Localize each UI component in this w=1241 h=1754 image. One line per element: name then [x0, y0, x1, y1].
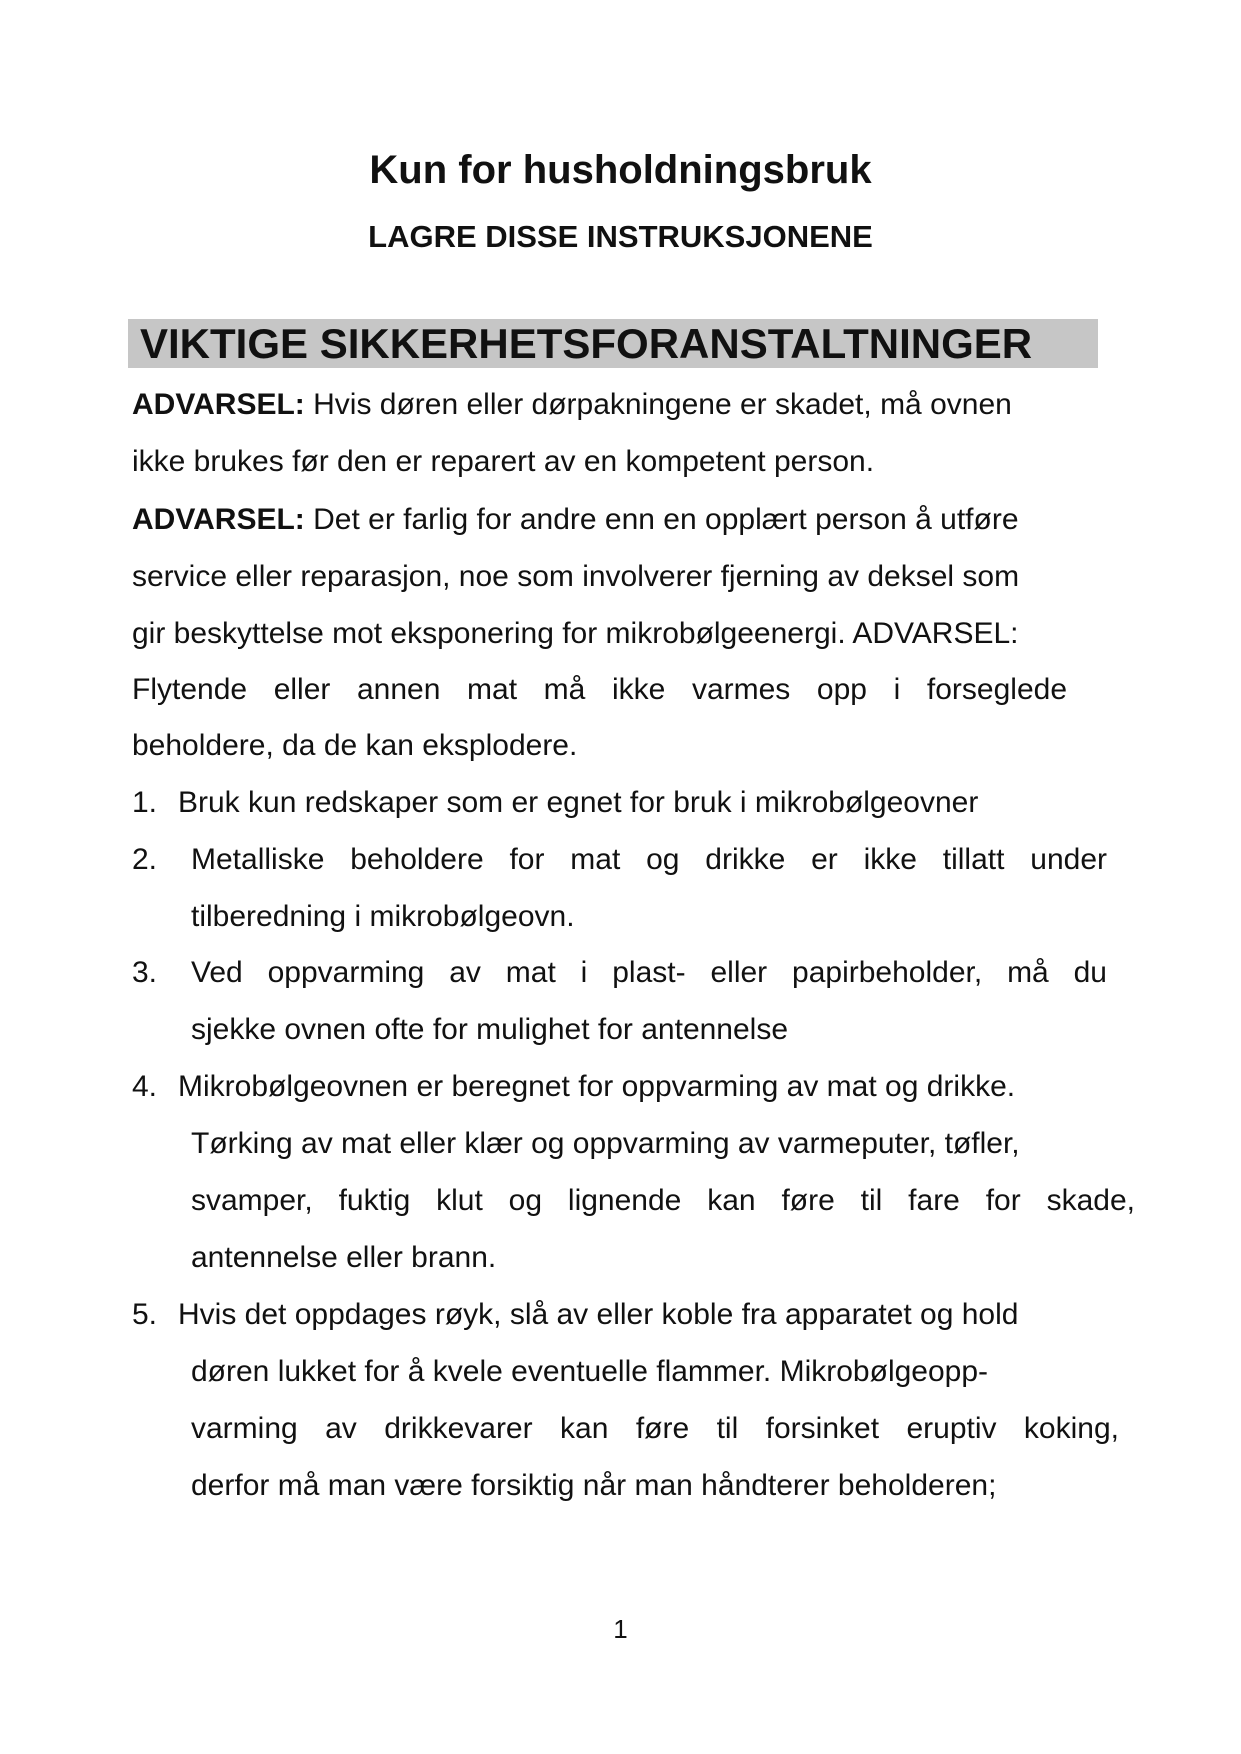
list-item-2-line-2: tilberedning i mikrobølgeovn. [191, 900, 575, 933]
warning-label: ADVARSEL: [132, 503, 305, 536]
list-item-number: 4. [132, 1070, 158, 1103]
warning-2-line-5: beholdere, da de kan eksplodere. [132, 729, 578, 762]
list-item-5-line-2: døren lukket for å kvele eventuelle flammer. Mikrobølgeopp- [191, 1355, 989, 1388]
list-item-number: 3. [132, 956, 158, 989]
document-subtitle: LAGRE DISSE INSTRUKSJONENE [368, 219, 873, 254]
list-item-3-line-1: Ved oppvarming av mat i plast- eller papirbeholder, må du [191, 956, 1107, 989]
list-item-5-line-3: varming av drikkevarer kan føre til forsinket eruptiv koking, [191, 1412, 1119, 1445]
warning-2-line-1 [132, 500, 1019, 540]
page-number: 1 [613, 1614, 628, 1644]
list-item-4-line-4: antennelse eller brann. [191, 1241, 497, 1274]
list-item-5-line-1: Hvis det oppdages røyk, slå av eller koble fra apparatet og hold [178, 1298, 1019, 1331]
document-title: Kun for husholdningsbruk [369, 148, 872, 192]
warning-1-line-1 [132, 385, 1012, 425]
list-item-2-line-1: Metalliske beholdere for mat og drikke er ikke tillatt under [191, 843, 1107, 876]
list-item-3-line-2: sjekke ovnen ofte for mulighet for antennelse [191, 1013, 789, 1046]
warning-2-line-3: gir beskyttelse mot eksponering for mikrobølgeenergi. ADVARSEL: [132, 617, 1019, 650]
list-item-5-line-4: derfor må man være forsiktig når man håndterer beholderen; [191, 1469, 997, 1502]
warning-1-line-2: ikke brukes før den er reparert av en kompetent person. [132, 445, 875, 478]
warning-2-line-2: service eller reparasjon, noe som involverer fjerning av deksel som [132, 560, 1020, 593]
section-heading: VIKTIGE SIKKERHETSFORANSTALTNINGER [128, 319, 1098, 368]
warning-2-line-4: Flytende eller annen mat må ikke varmes opp i forseglede [132, 673, 1067, 706]
list-item-number: 2. [132, 843, 158, 876]
warning-label: ADVARSEL: [132, 388, 305, 421]
list-item-number: 5. [132, 1298, 158, 1331]
list-item-1-line-1: Bruk kun redskaper som er egnet for bruk i mikrobølgeovner [178, 786, 979, 819]
list-item-number: 1. [132, 786, 158, 819]
list-item-4-line-2: Tørking av mat eller klær og oppvarming av varmeputer, tøfler, [191, 1127, 1020, 1160]
list-item-4-line-3: svamper, fuktig klut og lignende kan føre til fare for skade, [191, 1184, 1135, 1217]
list-item-4-line-1: Mikrobølgeovnen er beregnet for oppvarming av mat og drikke. [178, 1070, 1016, 1103]
warning-text: Det er farlig for andre enn en opplært person å utføre [313, 503, 1019, 536]
warning-text: Hvis døren eller dørpakningene er skadet, må ovnen [313, 388, 1012, 421]
